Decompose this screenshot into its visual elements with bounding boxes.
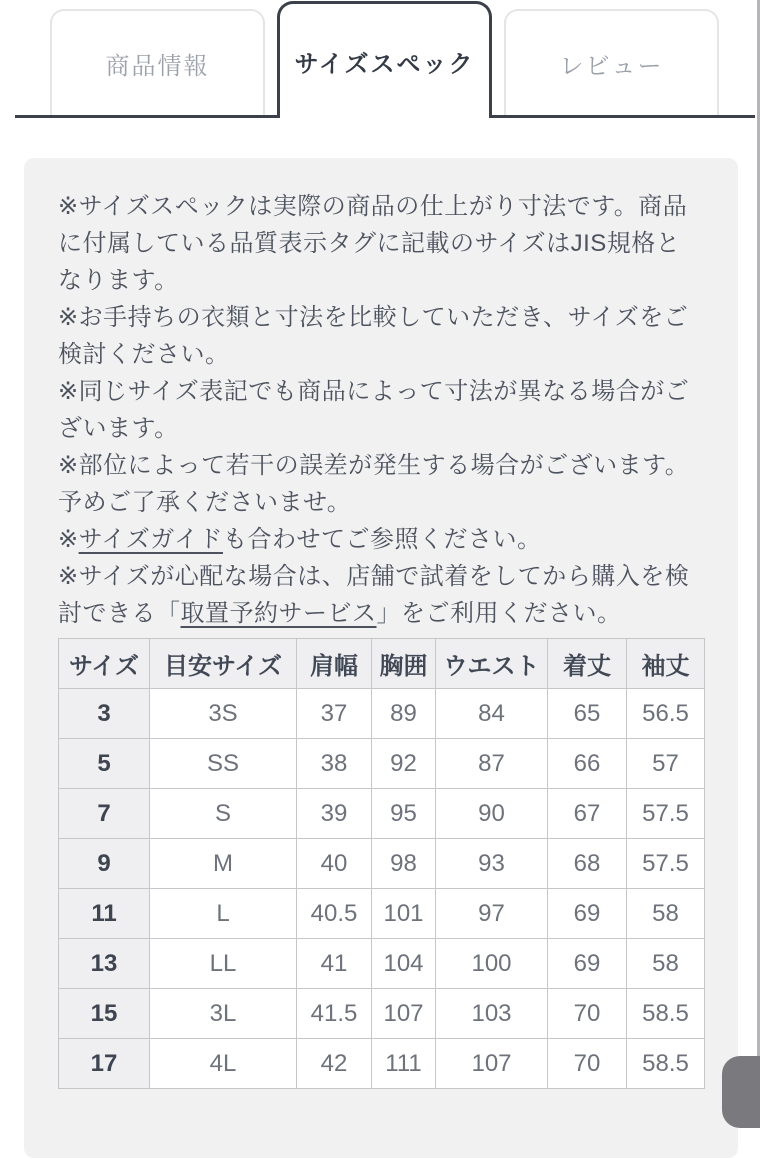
table-row: [59, 689, 705, 739]
measure-cell: 38: [297, 739, 372, 789]
note-text: ※部位によって若干の誤差が発生する場合がございます。予めご了承くださいませ。: [58, 452, 690, 516]
note-text: ※: [58, 526, 79, 553]
size-cell: 17: [59, 1039, 150, 1089]
tab-size-spec[interactable]: [277, 1, 492, 118]
table-body: [59, 689, 705, 1089]
measure-cell: S: [150, 789, 297, 839]
col-header-5: 着丈: [548, 639, 627, 689]
measure-cell: 101: [372, 889, 436, 939]
measure-cell: 100: [436, 939, 548, 989]
measure-cell: 58: [627, 889, 705, 939]
note-line: [58, 299, 704, 373]
note-text: ※サイズが心配な場合は、店舗で試着をしてから購入を検討できる「: [58, 563, 690, 627]
measure-cell: SS: [150, 739, 297, 789]
note-text: 」をご利用ください。: [376, 600, 622, 627]
col-header-1: 目安サイズ: [150, 639, 297, 689]
size-spec-table: [58, 638, 705, 1089]
measure-cell: 70: [548, 1039, 627, 1089]
size-cell: 5: [59, 739, 150, 789]
measure-cell: 69: [548, 939, 627, 989]
measure-cell: 57: [627, 739, 705, 789]
measure-cell: 41.5: [297, 989, 372, 1039]
note-text: ※お手持ちの衣類と寸法を比較していただき、サイズをご検討ください。: [58, 304, 689, 368]
page-top-button[interactable]: [722, 1056, 760, 1128]
table-row: [59, 789, 705, 839]
measure-cell: 104: [372, 939, 436, 989]
table-row: [59, 1039, 705, 1089]
measure-cell: 107: [372, 989, 436, 1039]
measure-cell: 66: [548, 739, 627, 789]
table-row: [59, 939, 705, 989]
measure-cell: 4L: [150, 1039, 297, 1089]
measure-cell: LL: [150, 939, 297, 989]
note-text: ※同じサイズ表記でも商品によって寸法が異なる場合がございます。: [58, 378, 690, 442]
table-row: [59, 989, 705, 1039]
note-line: [58, 558, 704, 632]
col-header-3: 胸囲: [372, 639, 436, 689]
measure-cell: 103: [436, 989, 548, 1039]
size-cell: 13: [59, 939, 150, 989]
table-row: [59, 839, 705, 889]
measure-cell: 40: [297, 839, 372, 889]
table-row: [59, 739, 705, 789]
size-cell: 9: [59, 839, 150, 889]
note-link[interactable]: 取置予約サービス: [180, 600, 377, 627]
table-header-row: [59, 639, 705, 689]
measure-cell: 87: [436, 739, 548, 789]
measure-cell: 65: [548, 689, 627, 739]
tab-product-info[interactable]: [50, 9, 265, 115]
measure-cell: 107: [436, 1039, 548, 1089]
note-link[interactable]: サイズガイド: [78, 526, 223, 553]
note-text: も合わせてご参照ください。: [222, 526, 542, 553]
tab-bar: [15, 0, 755, 118]
col-header-2: 肩幅: [297, 639, 372, 689]
measure-cell: 39: [297, 789, 372, 839]
col-header-4: ウエスト: [436, 639, 548, 689]
measure-cell: 90: [436, 789, 548, 839]
measure-cell: M: [150, 839, 297, 889]
measure-cell: 41: [297, 939, 372, 989]
measure-cell: 3S: [150, 689, 297, 739]
measure-cell: 111: [372, 1039, 436, 1089]
measure-cell: 93: [436, 839, 548, 889]
note-line: [58, 521, 704, 558]
measure-cell: 57.5: [627, 789, 705, 839]
measure-cell: 58.5: [627, 989, 705, 1039]
note-line: [58, 188, 704, 299]
note-line: [58, 373, 704, 447]
size-cell: 3: [59, 689, 150, 739]
measure-cell: 56.5: [627, 689, 705, 739]
measure-cell: 70: [548, 989, 627, 1039]
measure-cell: 58: [627, 939, 705, 989]
col-header-6: 袖丈: [627, 639, 705, 689]
note-line: [58, 447, 704, 521]
measure-cell: 84: [436, 689, 548, 739]
size-cell: 11: [59, 889, 150, 939]
measure-cell: 57.5: [627, 839, 705, 889]
measure-cell: 69: [548, 889, 627, 939]
measure-cell: 3L: [150, 989, 297, 1039]
measure-cell: 68: [548, 839, 627, 889]
measure-cell: 67: [548, 789, 627, 839]
measure-cell: 92: [372, 739, 436, 789]
measure-cell: 42: [297, 1039, 372, 1089]
col-header-0: サイズ: [59, 639, 150, 689]
note-text: ※サイズスペックは実際の商品の仕上がり寸法です。商品に付属している品質表示タグに記載のサイズはJIS規格となります。: [58, 193, 688, 294]
tab-review[interactable]: [504, 9, 719, 115]
measure-cell: 40.5: [297, 889, 372, 939]
size-cell: 7: [59, 789, 150, 839]
tab-label: レビュー: [559, 52, 664, 80]
size-cell: 15: [59, 989, 150, 1039]
tab-label: サイズスペック: [294, 50, 475, 78]
measure-cell: 95: [372, 789, 436, 839]
measure-cell: 89: [372, 689, 436, 739]
size-notes: [58, 188, 704, 632]
measure-cell: L: [150, 889, 297, 939]
size-spec-panel: [24, 158, 738, 1158]
tab-label: 商品情報: [105, 52, 210, 80]
measure-cell: 37: [297, 689, 372, 739]
measure-cell: 58.5: [627, 1039, 705, 1089]
measure-cell: 98: [372, 839, 436, 889]
table-row: [59, 889, 705, 939]
measure-cell: 97: [436, 889, 548, 939]
